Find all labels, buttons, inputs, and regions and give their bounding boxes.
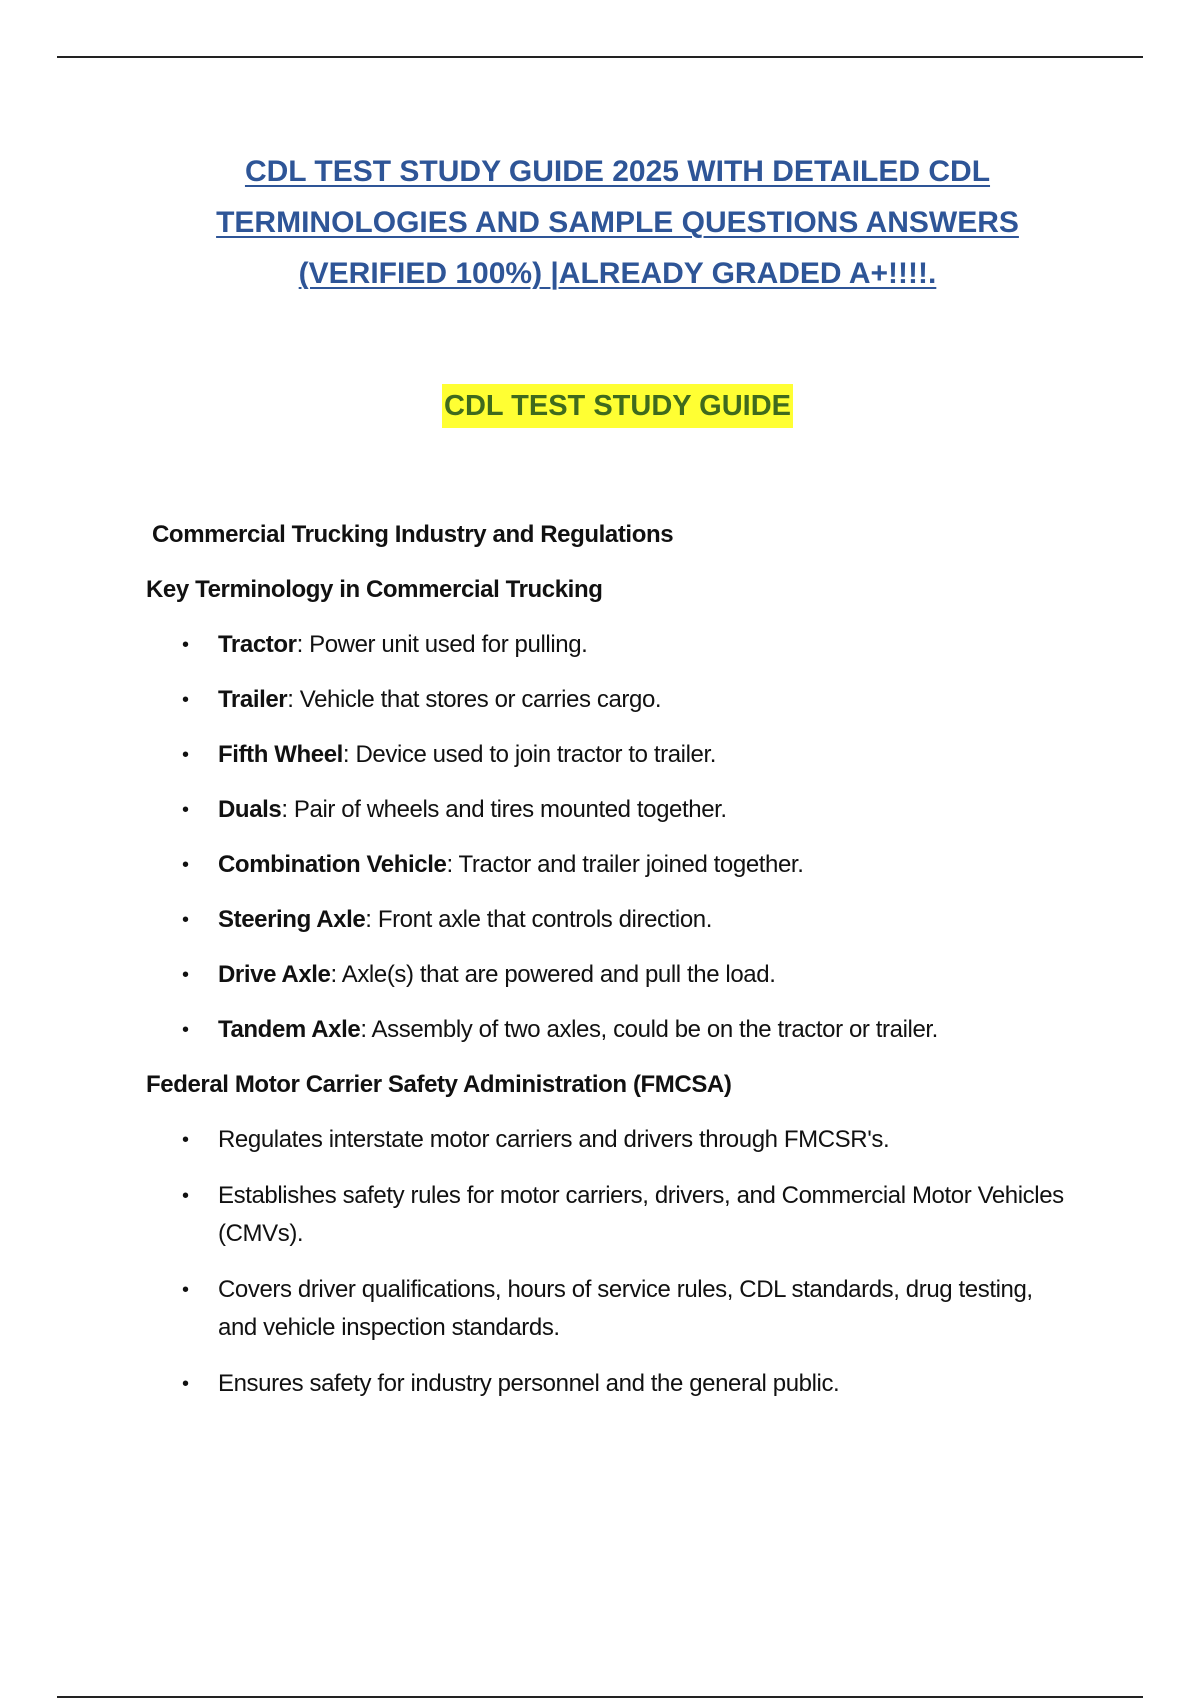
list-item	[146, 736, 1076, 774]
subtitle-container	[0, 384, 1200, 428]
document-title: CDL TEST STUDY GUIDE 2025 WITH DETAILED CDL TERMINOLOGIES AND SAMPLE QUESTIONS ANSWERS (VERIFIED 100%) |ALREADY GRADED A+!!!!.	[216, 155, 1019, 290]
term: Steering Axle	[218, 906, 366, 933]
terminology-heading: Key Terminology in Commercial Trucking	[146, 576, 603, 603]
term: Trailer	[218, 686, 288, 713]
bullet-icon: •	[182, 1373, 189, 1395]
list-item-text: Ensures safety for industry personnel and the general public.	[218, 1370, 840, 1397]
term: Combination Vehicle	[218, 851, 447, 878]
list-item	[146, 956, 1076, 994]
bullet-icon: •	[182, 634, 189, 656]
definition: : Device used to join tractor to trailer.	[342, 741, 717, 768]
list-item	[146, 901, 1076, 939]
fmcsa-heading: Federal Motor Carrier Safety Administration (FMCSA)	[146, 1071, 732, 1098]
list-item	[146, 846, 1076, 884]
bullet-icon: •	[182, 854, 189, 876]
term: Fifth Wheel	[218, 741, 343, 768]
bullet-icon: •	[182, 909, 189, 931]
document-body	[146, 516, 1076, 1421]
definition: : Front axle that controls direction.	[365, 906, 712, 933]
definition: : Assembly of two axles, could be on the tractor or trailer.	[360, 1016, 938, 1043]
bullet-icon: •	[182, 964, 189, 986]
top-rule	[57, 56, 1143, 58]
term: Duals	[218, 796, 282, 823]
bullet-icon: •	[182, 1279, 189, 1301]
bullet-icon: •	[182, 799, 189, 821]
bullet-icon: •	[182, 1185, 189, 1207]
list-item	[146, 626, 1076, 664]
terminology-list	[146, 626, 1076, 1049]
definition: : Vehicle that stores or carries cargo.	[287, 686, 662, 713]
bullet-icon: •	[182, 1019, 189, 1041]
bullet-icon: •	[182, 689, 189, 711]
definition: : Pair of wheels and tires mounted together.	[281, 796, 727, 823]
list-item	[146, 791, 1076, 829]
list-item	[146, 1011, 1076, 1049]
bullet-icon: •	[182, 744, 189, 766]
fmcsa-list	[146, 1121, 1076, 1403]
list-item	[146, 1121, 1076, 1159]
term: Tractor	[218, 631, 297, 658]
subtitle-highlighted: CDL TEST STUDY GUIDE	[442, 384, 793, 428]
list-item-text: Establishes safety rules for motor carriers, drivers, and Commercial Motor Vehicles (CMVs).	[218, 1182, 1064, 1247]
list-item	[146, 1271, 1076, 1347]
section-heading: Commercial Trucking Industry and Regulations	[152, 521, 674, 548]
definition: : Tractor and trailer joined together.	[446, 851, 804, 878]
list-item-text: Regulates interstate motor carriers and drivers through FMCSR's.	[218, 1126, 890, 1153]
term: Tandem Axle	[218, 1016, 361, 1043]
list-item	[146, 681, 1076, 719]
definition: : Axle(s) that are powered and pull the load.	[330, 961, 776, 988]
list-item	[146, 1177, 1076, 1253]
term: Drive Axle	[218, 961, 331, 988]
list-item-text: Covers driver qualifications, hours of service rules, CDL standards, drug testing, and vehicle inspection standards.	[218, 1276, 1033, 1341]
list-item	[146, 1365, 1076, 1403]
bullet-icon: •	[182, 1129, 189, 1151]
definition: : Power unit used for pulling.	[296, 631, 588, 658]
bottom-rule	[57, 1696, 1143, 1698]
